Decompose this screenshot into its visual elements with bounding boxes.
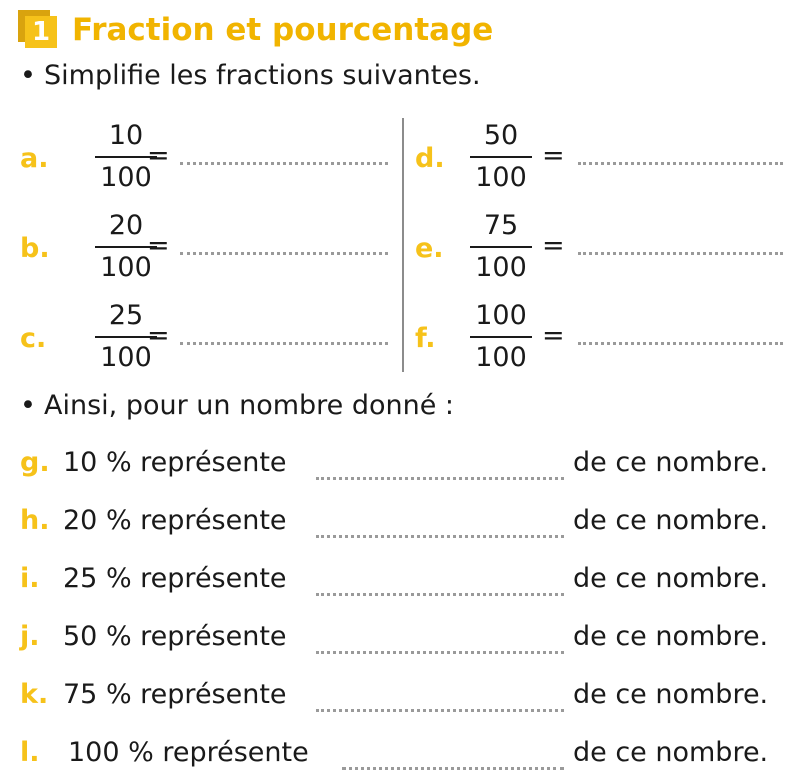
item-letter: j. [20,621,40,652]
fraction-item-a [20,120,390,200]
row-tail-text: de ce nombre. [573,737,769,768]
equals-sign: = [542,320,565,351]
numerator: 50 [483,120,519,151]
row-tail-text: de ce nombre. [573,447,769,478]
denominator: 100 [475,252,527,283]
bullet-icon: • [20,60,36,91]
fraction-item-e [415,210,785,290]
item-letter: i. [20,563,40,594]
item-letter: b. [20,233,50,264]
denominator: 100 [100,162,152,193]
item-letter: d. [415,143,445,174]
denominator: 100 [100,342,152,373]
percent-text: 100 % représente [68,737,309,768]
item-letter: c. [20,323,47,354]
instruction-simplify [20,60,481,91]
denominator: 100 [475,342,527,373]
exercise-number-badge [18,10,58,50]
denominator: 100 [100,252,152,283]
equals-sign: = [147,230,170,261]
percent-row-k [0,679,803,719]
badge-number: 1 [25,16,57,48]
denominator: 100 [475,162,527,193]
percent-text: 10 % représente [63,447,287,478]
answer-blank[interactable] [578,162,783,165]
row-tail-text: de ce nombre. [573,563,769,594]
item-letter: k. [20,679,49,710]
answer-blank[interactable] [578,342,783,345]
answer-blank[interactable] [342,767,564,770]
fraction [468,300,534,374]
fraction-bar [470,246,532,248]
column-divider [402,118,404,372]
numerator: 75 [483,210,519,241]
percent-row-h [0,505,803,545]
fraction-bar [470,336,532,338]
percent-text: 50 % représente [63,621,287,652]
instruction-percent [20,390,454,421]
answer-blank[interactable] [316,593,564,596]
answer-blank[interactable] [316,709,564,712]
fraction-item-f [415,300,785,380]
percent-text: 20 % représente [63,505,287,536]
numerator: 25 [108,300,144,331]
percent-row-g [0,447,803,487]
answer-blank[interactable] [316,651,564,654]
numerator: 100 [475,300,527,331]
fraction [468,120,534,194]
answer-blank[interactable] [578,252,783,255]
fraction-item-c [20,300,390,380]
answer-blank[interactable] [180,342,388,345]
item-letter: l. [20,737,40,768]
percent-text: 25 % représente [63,563,287,594]
percent-text: 75 % représente [63,679,287,710]
item-letter: g. [20,447,50,478]
equals-sign: = [147,320,170,351]
row-tail-text: de ce nombre. [573,621,769,652]
numerator: 10 [108,120,144,151]
answer-blank[interactable] [316,535,564,538]
percent-row-j [0,621,803,661]
equals-sign: = [542,230,565,261]
exercise-title: Fraction et pourcentage [72,12,494,48]
bullet-icon: • [20,390,36,421]
item-letter: a. [20,143,49,174]
fraction [468,210,534,284]
fraction-bar [470,156,532,158]
row-tail-text: de ce nombre. [573,679,769,710]
answer-blank[interactable] [180,162,388,165]
equals-sign: = [147,140,170,171]
percent-row-l [0,737,803,777]
item-letter: h. [20,505,50,536]
numerator: 20 [108,210,144,241]
fraction-item-d [415,120,785,200]
row-tail-text: de ce nombre. [573,505,769,536]
percent-row-i [0,563,803,603]
instruction-text: Ainsi, pour un nombre donné : [44,390,455,421]
instruction-text: Simplifie les fractions suivantes. [44,60,481,91]
item-letter: f. [415,323,436,354]
answer-blank[interactable] [316,477,564,480]
fraction-item-b [20,210,390,290]
item-letter: e. [415,233,444,264]
equals-sign: = [542,140,565,171]
answer-blank[interactable] [180,252,388,255]
